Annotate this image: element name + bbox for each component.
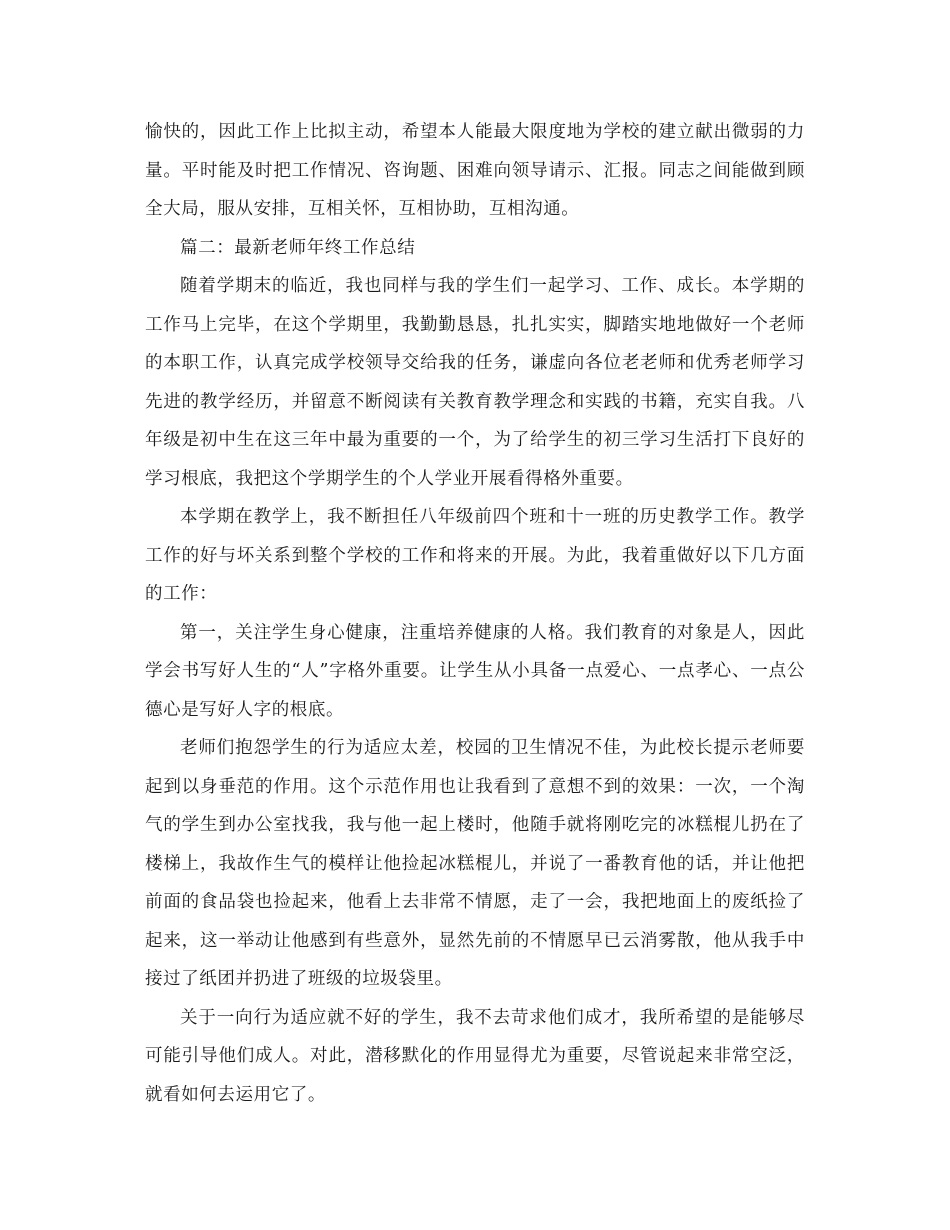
paragraph: 关于一向行为适应就不好的学生，我不去苛求他们成才，我所希望的是能够尽可能引导他们成人。对此，潜移默化的作用显得尤为重要，尽管说起来非常空泛，就看如何去运用它了。 xyxy=(145,1007,805,1105)
section-heading: 篇二：最新老师年终工作总结 xyxy=(180,237,416,258)
paragraph: 本学期在教学上，我不断担任八年级前四个班和十一班的历史教学工作。教学工作的好与坏关系到整个学校的工作和将来的开展。为此，我着重做好以下几方面的工作： xyxy=(145,507,805,604)
document-body xyxy=(145,113,805,1114)
paragraph: 随着学期末的临近，我也同样与我的学生们一起学习、工作、成长。本学期的工作马上完毕，在这个学期里，我勤勤恳恳，扎扎实实，脚踏实地地做好一个老师的本职工作，认真完成学校领导交给我的任务，谦虚向各位老老师和优秀老师学习先进的教学经历，并留意不断阅读有关教育教学理念和实践的书籍，充实自我。八年级是初中生在这三年中最为重要的一个，为了给学生的初三学习生活打下良好的学习根底，我把这个学期学生的个人学业开展看得格外重要。 xyxy=(145,276,805,489)
paragraph: 第一，关注学生身心健康，注重培养健康的人格。我们教育的对象是人，因此学会书写好人生的“人”字格外重要。让学生从小具备一点爱心、一点孝心、一点公德心是写好人字的根底。 xyxy=(145,622,805,720)
paragraph: 老师们抱怨学生的行为适应太差，校园的卫生情况不佳，为此校长提示老师要起到以身垂范的作用。这个示范作用也让我看到了意想不到的效果：一次，一个淘气的学生到办公室找我，我与他一起上楼时，他随手就将刚吃完的冰糕棍儿扔在了楼梯上，我故作生气的模样让他捡起冰糕棍儿，并说了一番教育他的话，并让他把前面的食品袋也捡起来，他看上去非常不情愿，走了一会，我把地面上的废纸捡了起来，这一举动让他感到有些意外，显然先前的不情愿早已云消雾散，他从我手中接过了纸团并扔进了班级的垃圾袋里。 xyxy=(145,738,805,989)
paragraph-continuation: 愉快的，因此工作上比拟主动，希望本人能最大限度地为学校的建立献出微弱的力量。平时能及时把工作情况、咨询题、困难向领导请示、汇报。同志之间能做到顾全大局，服从安排，互相关怀，互相协助，互相沟通。 xyxy=(145,122,805,219)
